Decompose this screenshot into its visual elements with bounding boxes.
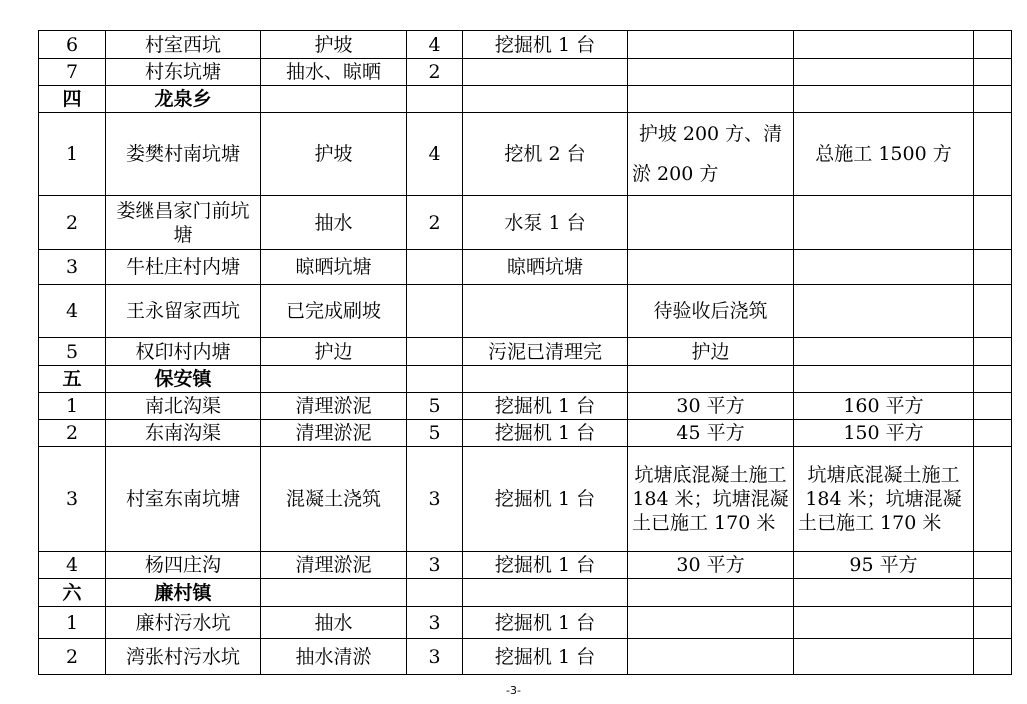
cell-no: 2 (39, 420, 106, 447)
cell-work: 晾晒坑塘 (261, 250, 407, 285)
section-number: 五 (39, 366, 106, 393)
cell-extra (974, 113, 1012, 196)
cell-equip (463, 366, 628, 393)
cell-name: 东南沟渠 (106, 420, 261, 447)
cell-work: 抽水清淤 (261, 639, 407, 675)
cell-extra (974, 31, 1012, 59)
table-row (39, 420, 1012, 447)
cell-count (407, 86, 463, 113)
table-row (39, 113, 1012, 196)
cell-count: 5 (407, 420, 463, 447)
cell-equip: 挖掘机 1 台 (463, 607, 628, 639)
cell-count (407, 250, 463, 285)
cell-equip: 挖机 2 台 (463, 113, 628, 196)
cell-total (794, 250, 974, 285)
cell-equip (463, 285, 628, 338)
cell-name: 娄樊村南坑塘 (106, 113, 261, 196)
page-number: -3- (506, 684, 521, 697)
cell-work: 护坡 (261, 113, 407, 196)
cell-extra (974, 59, 1012, 86)
cell-extra (974, 338, 1012, 366)
cell-name: 娄继昌家门前坑塘 (106, 196, 261, 250)
cell-no: 1 (39, 113, 106, 196)
section-row (39, 86, 1012, 113)
cell-extra (974, 639, 1012, 675)
cell-count: 2 (407, 196, 463, 250)
cell-progress (628, 196, 794, 250)
work-progress-table (38, 30, 1012, 675)
cell-count: 2 (407, 59, 463, 86)
cell-total: 95 平方 (794, 552, 974, 579)
cell-total (794, 86, 974, 113)
cell-count (407, 338, 463, 366)
cell-total: 总施工 1500 方 (794, 113, 974, 196)
cell-work: 混凝土浇筑 (261, 447, 407, 552)
cell-name: 牛杜庄村内塘 (106, 250, 261, 285)
cell-extra (974, 447, 1012, 552)
cell-total (794, 285, 974, 338)
cell-equip (463, 59, 628, 86)
cell-name: 村室西坑 (106, 31, 261, 59)
cell-count: 3 (407, 639, 463, 675)
cell-no: 1 (39, 607, 106, 639)
cell-equip: 挖掘机 1 台 (463, 552, 628, 579)
cell-name: 村室东南坑塘 (106, 447, 261, 552)
cell-total: 160 平方 (794, 393, 974, 420)
cell-extra (974, 196, 1012, 250)
section-title: 廉村镇 (106, 579, 261, 607)
cell-equip: 水泵 1 台 (463, 196, 628, 250)
cell-extra (974, 420, 1012, 447)
cell-progress (628, 31, 794, 59)
cell-name: 杨四庄沟 (106, 552, 261, 579)
cell-progress (628, 250, 794, 285)
cell-no: 7 (39, 59, 106, 86)
cell-equip (463, 86, 628, 113)
cell-extra (974, 366, 1012, 393)
cell-progress: 30 平方 (628, 552, 794, 579)
cell-work: 清理淤泥 (261, 393, 407, 420)
section-title: 龙泉乡 (106, 86, 261, 113)
cell-count: 4 (407, 113, 463, 196)
section-row (39, 579, 1012, 607)
cell-equip: 挖掘机 1 台 (463, 420, 628, 447)
cell-name: 南北沟渠 (106, 393, 261, 420)
cell-extra (974, 250, 1012, 285)
cell-work: 清理淤泥 (261, 552, 407, 579)
section-row (39, 366, 1012, 393)
cell-equip: 挖掘机 1 台 (463, 393, 628, 420)
cell-count: 3 (407, 447, 463, 552)
cell-total (794, 196, 974, 250)
cell-total: 150 平方 (794, 420, 974, 447)
cell-count (407, 366, 463, 393)
cell-progress (628, 366, 794, 393)
cell-total (794, 579, 974, 607)
cell-work: 抽水 (261, 196, 407, 250)
table-row (39, 196, 1012, 250)
cell-work: 抽水 (261, 607, 407, 639)
cell-name: 王永留家西坑 (106, 285, 261, 338)
table-row (39, 250, 1012, 285)
cell-no: 4 (39, 552, 106, 579)
cell-progress: 45 平方 (628, 420, 794, 447)
cell-count: 4 (407, 31, 463, 59)
table-row (39, 639, 1012, 675)
cell-work: 已完成刷坡 (261, 285, 407, 338)
section-title: 保安镇 (106, 366, 261, 393)
cell-progress (628, 579, 794, 607)
cell-work: 护边 (261, 338, 407, 366)
cell-equip: 挖掘机 1 台 (463, 447, 628, 552)
table-row (39, 338, 1012, 366)
cell-equip: 污泥已清理完 (463, 338, 628, 366)
cell-count: 3 (407, 607, 463, 639)
cell-name: 村东坑塘 (106, 59, 261, 86)
cell-total (794, 366, 974, 393)
table-row (39, 552, 1012, 579)
cell-extra (974, 393, 1012, 420)
cell-no: 6 (39, 31, 106, 59)
cell-count: 5 (407, 393, 463, 420)
cell-no: 2 (39, 196, 106, 250)
cell-equip (463, 579, 628, 607)
cell-work: 抽水、晾晒 (261, 59, 407, 86)
cell-progress (628, 86, 794, 113)
cell-no: 3 (39, 447, 106, 552)
cell-progress: 护坡 200 方、清淤 200 方 (628, 113, 794, 196)
cell-no: 2 (39, 639, 106, 675)
section-number: 四 (39, 86, 106, 113)
cell-extra (974, 607, 1012, 639)
cell-work: 护坡 (261, 31, 407, 59)
table-row (39, 607, 1012, 639)
cell-name: 湾张村污水坑 (106, 639, 261, 675)
cell-progress: 护边 (628, 338, 794, 366)
table-row (39, 59, 1012, 86)
cell-no: 1 (39, 393, 106, 420)
cell-extra (974, 579, 1012, 607)
section-number: 六 (39, 579, 106, 607)
cell-progress: 待验收后浇筑 (628, 285, 794, 338)
cell-progress (628, 639, 794, 675)
cell-total (794, 607, 974, 639)
cell-work (261, 579, 407, 607)
cell-progress: 30 平方 (628, 393, 794, 420)
cell-name: 权印村内塘 (106, 338, 261, 366)
cell-no: 4 (39, 285, 106, 338)
cell-extra (974, 86, 1012, 113)
table-row (39, 393, 1012, 420)
cell-total (794, 59, 974, 86)
cell-name: 廉村污水坑 (106, 607, 261, 639)
cell-count (407, 579, 463, 607)
cell-no: 3 (39, 250, 106, 285)
cell-total: 坑塘底混凝土施工 184 米；坑塘混凝土已施工 170 米 (794, 447, 974, 552)
cell-equip: 挖掘机 1 台 (463, 31, 628, 59)
cell-total (794, 639, 974, 675)
cell-count (407, 285, 463, 338)
table-row (39, 31, 1012, 59)
cell-work: 清理淤泥 (261, 420, 407, 447)
table-row (39, 447, 1012, 552)
cell-equip: 晾晒坑塘 (463, 250, 628, 285)
cell-progress (628, 59, 794, 86)
cell-no: 5 (39, 338, 106, 366)
cell-progress: 坑塘底混凝土施工 184 米；坑塘混凝土已施工 170 米 (628, 447, 794, 552)
table-row (39, 285, 1012, 338)
cell-total (794, 31, 974, 59)
cell-extra (974, 285, 1012, 338)
cell-count: 3 (407, 552, 463, 579)
cell-extra (974, 552, 1012, 579)
cell-work (261, 86, 407, 113)
cell-equip: 挖掘机 1 台 (463, 639, 628, 675)
cell-progress (628, 607, 794, 639)
cell-total (794, 338, 974, 366)
cell-work (261, 366, 407, 393)
